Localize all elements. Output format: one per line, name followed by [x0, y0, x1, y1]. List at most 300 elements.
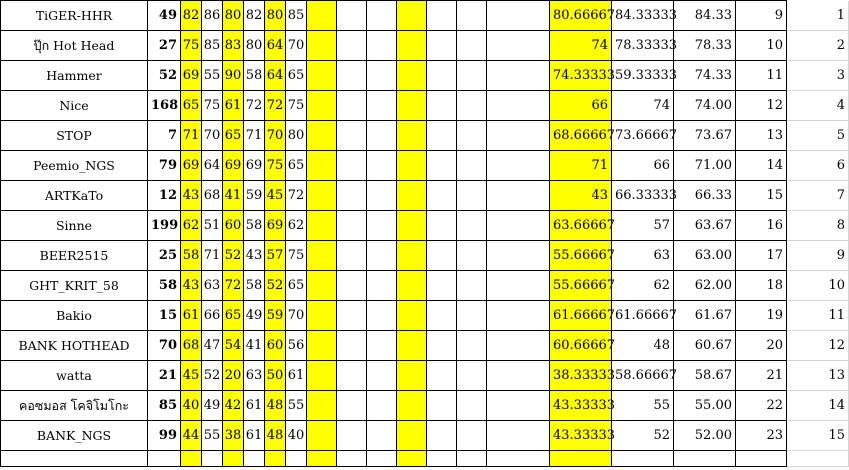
empty-cell[interactable] — [427, 271, 457, 301]
final-score-cell[interactable]: 74.00 — [674, 91, 736, 121]
player-name-cell[interactable]: watta — [1, 361, 148, 391]
score-3-cell[interactable]: 83 — [223, 31, 244, 61]
average-a-cell[interactable]: 74 — [550, 31, 612, 61]
empty-cell[interactable] — [397, 451, 427, 467]
score-5-cell[interactable]: 64 — [265, 31, 286, 61]
empty-cell[interactable] — [337, 151, 367, 181]
empty-cell[interactable] — [787, 451, 849, 467]
score-2-cell[interactable]: 71 — [202, 241, 223, 271]
average-a-cell[interactable]: 55.66667 — [550, 241, 612, 271]
score-5-cell[interactable]: 70 — [265, 121, 286, 151]
empty-cell[interactable] — [367, 91, 397, 121]
empty-cell[interactable] — [367, 331, 397, 361]
row-number-cell[interactable]: 5 — [787, 121, 849, 151]
empty-cell[interactable] — [397, 151, 427, 181]
empty-cell[interactable] — [337, 301, 367, 331]
score-5-cell[interactable]: 64 — [265, 61, 286, 91]
empty-cell[interactable] — [457, 301, 487, 331]
empty-cell[interactable] — [367, 181, 397, 211]
empty-cell[interactable] — [397, 241, 427, 271]
score-2-cell[interactable]: 52 — [202, 361, 223, 391]
empty-cell[interactable] — [457, 421, 487, 451]
rank-cell[interactable]: 22 — [736, 391, 787, 421]
final-score-cell[interactable]: 66.33 — [674, 181, 736, 211]
score-3-cell[interactable]: 41 — [223, 181, 244, 211]
empty-cell[interactable] — [337, 331, 367, 361]
empty-cell[interactable] — [397, 31, 427, 61]
final-score-cell[interactable]: 73.67 — [674, 121, 736, 151]
seat-number-cell[interactable]: 168 — [148, 91, 181, 121]
player-name-cell[interactable]: Bakio — [1, 301, 148, 331]
average-a-cell[interactable]: 63.66667 — [550, 211, 612, 241]
score-2-cell[interactable]: 86 — [202, 1, 223, 31]
empty-cell[interactable] — [367, 241, 397, 271]
row-number-cell[interactable]: 10 — [787, 271, 849, 301]
average-b-cell[interactable]: 55 — [612, 391, 674, 421]
empty-cell[interactable] — [487, 91, 550, 121]
empty-cell[interactable] — [337, 1, 367, 31]
row-number-cell[interactable]: 9 — [787, 241, 849, 271]
empty-cell[interactable] — [427, 91, 457, 121]
rank-cell[interactable]: 19 — [736, 301, 787, 331]
rank-cell[interactable]: 21 — [736, 361, 787, 391]
empty-cell[interactable] — [487, 451, 550, 467]
score-5-cell[interactable]: 48 — [265, 421, 286, 451]
empty-cell[interactable] — [457, 1, 487, 31]
player-name-cell[interactable]: Hammer — [1, 61, 148, 91]
score-4-cell[interactable]: 71 — [244, 121, 265, 151]
empty-cell[interactable] — [148, 451, 181, 467]
empty-cell[interactable] — [307, 91, 337, 121]
score-6-cell[interactable]: 70 — [286, 301, 307, 331]
score-3-cell[interactable]: 52 — [223, 241, 244, 271]
empty-cell[interactable] — [307, 211, 337, 241]
seat-number-cell[interactable]: 25 — [148, 241, 181, 271]
average-b-cell[interactable]: 66 — [612, 151, 674, 181]
empty-cell[interactable] — [427, 301, 457, 331]
final-score-cell[interactable]: 60.67 — [674, 331, 736, 361]
score-4-cell[interactable]: 49 — [244, 301, 265, 331]
score-4-cell[interactable]: 72 — [244, 91, 265, 121]
score-3-cell[interactable]: 54 — [223, 331, 244, 361]
score-6-cell[interactable]: 80 — [286, 121, 307, 151]
score-5-cell[interactable]: 75 — [265, 151, 286, 181]
empty-cell[interactable] — [337, 361, 367, 391]
player-name-cell[interactable]: ARTKaTo — [1, 181, 148, 211]
score-2-cell[interactable]: 66 — [202, 301, 223, 331]
score-2-cell[interactable]: 85 — [202, 31, 223, 61]
empty-cell[interactable] — [457, 31, 487, 61]
seat-number-cell[interactable]: 49 — [148, 1, 181, 31]
empty-cell[interactable] — [427, 211, 457, 241]
score-3-cell[interactable]: 65 — [223, 121, 244, 151]
empty-cell[interactable] — [307, 151, 337, 181]
final-score-cell[interactable]: 74.33 — [674, 61, 736, 91]
average-b-cell[interactable]: 66.33333 — [612, 181, 674, 211]
empty-cell[interactable] — [397, 91, 427, 121]
empty-cell[interactable] — [427, 61, 457, 91]
score-5-cell[interactable]: 57 — [265, 241, 286, 271]
empty-cell[interactable] — [427, 451, 457, 467]
empty-cell[interactable] — [202, 451, 223, 467]
empty-cell[interactable] — [397, 391, 427, 421]
empty-cell[interactable] — [427, 241, 457, 271]
empty-cell[interactable] — [487, 211, 550, 241]
rank-cell[interactable]: 20 — [736, 331, 787, 361]
player-name-cell[interactable]: ปุ๊ก Hot Head — [1, 31, 148, 61]
average-b-cell[interactable]: 52 — [612, 421, 674, 451]
score-4-cell[interactable]: 82 — [244, 1, 265, 31]
empty-cell[interactable] — [457, 271, 487, 301]
score-3-cell[interactable]: 72 — [223, 271, 244, 301]
empty-cell[interactable] — [457, 91, 487, 121]
average-b-cell[interactable]: 74 — [612, 91, 674, 121]
rank-cell[interactable]: 13 — [736, 121, 787, 151]
player-name-cell[interactable]: STOP — [1, 121, 148, 151]
empty-cell[interactable] — [367, 301, 397, 331]
player-name-cell[interactable]: BEER2515 — [1, 241, 148, 271]
final-score-cell[interactable]: 61.67 — [674, 301, 736, 331]
empty-cell[interactable] — [307, 451, 337, 467]
score-2-cell[interactable]: 55 — [202, 61, 223, 91]
score-2-cell[interactable]: 64 — [202, 151, 223, 181]
empty-cell[interactable] — [487, 241, 550, 271]
row-number-cell[interactable]: 15 — [787, 421, 849, 451]
empty-cell[interactable] — [427, 1, 457, 31]
score-1-cell[interactable]: 71 — [181, 121, 202, 151]
empty-cell[interactable] — [487, 151, 550, 181]
average-a-cell[interactable]: 74.33333 — [550, 61, 612, 91]
score-2-cell[interactable]: 51 — [202, 211, 223, 241]
average-a-cell[interactable]: 66 — [550, 91, 612, 121]
empty-cell[interactable] — [337, 451, 367, 467]
empty-cell[interactable] — [397, 211, 427, 241]
row-number-cell[interactable]: 8 — [787, 211, 849, 241]
empty-cell[interactable] — [367, 391, 397, 421]
empty-cell[interactable] — [487, 301, 550, 331]
score-1-cell[interactable]: 62 — [181, 211, 202, 241]
rank-cell[interactable]: 9 — [736, 1, 787, 31]
empty-cell[interactable] — [367, 31, 397, 61]
empty-cell[interactable] — [397, 1, 427, 31]
score-4-cell[interactable]: 61 — [244, 391, 265, 421]
empty-cell[interactable] — [487, 361, 550, 391]
final-score-cell[interactable]: 58.67 — [674, 361, 736, 391]
rank-cell[interactable]: 15 — [736, 181, 787, 211]
final-score-cell[interactable]: 71.00 — [674, 151, 736, 181]
rank-cell[interactable]: 16 — [736, 211, 787, 241]
score-1-cell[interactable]: 43 — [181, 181, 202, 211]
rank-cell[interactable]: 10 — [736, 31, 787, 61]
average-a-cell[interactable]: 68.66667 — [550, 121, 612, 151]
average-a-cell[interactable]: 80.66667 — [550, 1, 612, 31]
rank-cell[interactable]: 14 — [736, 151, 787, 181]
score-1-cell[interactable]: 65 — [181, 91, 202, 121]
player-name-cell[interactable]: BANK HOTHEAD — [1, 331, 148, 361]
average-a-cell[interactable]: 43 — [550, 181, 612, 211]
average-b-cell[interactable]: 59.33333 — [612, 61, 674, 91]
empty-cell[interactable] — [337, 391, 367, 421]
empty-cell[interactable] — [457, 211, 487, 241]
average-a-cell[interactable]: 60.66667 — [550, 331, 612, 361]
empty-cell[interactable] — [457, 331, 487, 361]
empty-cell[interactable] — [337, 91, 367, 121]
average-a-cell[interactable]: 43.33333 — [550, 421, 612, 451]
score-1-cell[interactable]: 40 — [181, 391, 202, 421]
empty-cell[interactable] — [397, 361, 427, 391]
score-3-cell[interactable]: 20 — [223, 361, 244, 391]
seat-number-cell[interactable]: 85 — [148, 391, 181, 421]
empty-cell[interactable] — [367, 361, 397, 391]
average-b-cell[interactable]: 62 — [612, 271, 674, 301]
empty-cell[interactable] — [487, 271, 550, 301]
seat-number-cell[interactable]: 58 — [148, 271, 181, 301]
empty-cell[interactable] — [307, 181, 337, 211]
score-4-cell[interactable]: 58 — [244, 61, 265, 91]
empty-cell[interactable] — [457, 391, 487, 421]
player-name-cell[interactable]: BANK_NGS — [1, 421, 148, 451]
empty-cell[interactable] — [337, 241, 367, 271]
score-1-cell[interactable]: 58 — [181, 241, 202, 271]
row-number-cell[interactable]: 12 — [787, 331, 849, 361]
final-score-cell[interactable]: 62.00 — [674, 271, 736, 301]
empty-cell[interactable] — [223, 451, 244, 467]
empty-cell[interactable] — [427, 421, 457, 451]
empty-cell[interactable] — [337, 211, 367, 241]
score-4-cell[interactable]: 58 — [244, 211, 265, 241]
score-1-cell[interactable]: 68 — [181, 331, 202, 361]
score-5-cell[interactable]: 72 — [265, 91, 286, 121]
row-number-cell[interactable]: 13 — [787, 361, 849, 391]
empty-cell[interactable] — [487, 121, 550, 151]
score-6-cell[interactable]: 75 — [286, 241, 307, 271]
score-2-cell[interactable]: 49 — [202, 391, 223, 421]
score-1-cell[interactable]: 69 — [181, 61, 202, 91]
score-4-cell[interactable]: 63 — [244, 361, 265, 391]
rank-cell[interactable]: 12 — [736, 91, 787, 121]
average-b-cell[interactable]: 58.66667 — [612, 361, 674, 391]
empty-cell[interactable] — [487, 31, 550, 61]
empty-cell[interactable] — [367, 1, 397, 31]
final-score-cell[interactable]: 52.00 — [674, 421, 736, 451]
average-a-cell[interactable]: 43.33333 — [550, 391, 612, 421]
player-name-cell[interactable]: Peemio_NGS — [1, 151, 148, 181]
empty-cell[interactable] — [307, 31, 337, 61]
score-6-cell[interactable]: 62 — [286, 211, 307, 241]
empty-cell[interactable] — [457, 451, 487, 467]
empty-cell[interactable] — [307, 271, 337, 301]
score-5-cell[interactable]: 60 — [265, 331, 286, 361]
empty-cell[interactable] — [457, 241, 487, 271]
score-6-cell[interactable]: 70 — [286, 31, 307, 61]
final-score-cell[interactable]: 63.00 — [674, 241, 736, 271]
average-b-cell[interactable]: 61.66667 — [612, 301, 674, 331]
seat-number-cell[interactable]: 15 — [148, 301, 181, 331]
score-2-cell[interactable]: 70 — [202, 121, 223, 151]
empty-cell[interactable] — [427, 31, 457, 61]
empty-cell[interactable] — [367, 151, 397, 181]
score-5-cell[interactable]: 48 — [265, 391, 286, 421]
empty-cell[interactable] — [427, 121, 457, 151]
final-score-cell[interactable]: 63.67 — [674, 211, 736, 241]
rank-cell[interactable]: 17 — [736, 241, 787, 271]
score-4-cell[interactable]: 58 — [244, 271, 265, 301]
empty-cell[interactable] — [457, 181, 487, 211]
row-number-cell[interactable]: 6 — [787, 151, 849, 181]
empty-cell[interactable] — [550, 451, 612, 467]
score-5-cell[interactable]: 50 — [265, 361, 286, 391]
empty-cell[interactable] — [367, 451, 397, 467]
score-3-cell[interactable]: 60 — [223, 211, 244, 241]
empty-cell[interactable] — [307, 61, 337, 91]
average-b-cell[interactable]: 63 — [612, 241, 674, 271]
score-1-cell[interactable]: 69 — [181, 151, 202, 181]
row-number-cell[interactable]: 7 — [787, 181, 849, 211]
average-b-cell[interactable]: 48 — [612, 331, 674, 361]
score-1-cell[interactable]: 75 — [181, 31, 202, 61]
average-a-cell[interactable]: 71 — [550, 151, 612, 181]
row-number-cell[interactable]: 2 — [787, 31, 849, 61]
score-1-cell[interactable]: 45 — [181, 361, 202, 391]
seat-number-cell[interactable]: 199 — [148, 211, 181, 241]
player-name-cell[interactable]: Sinne — [1, 211, 148, 241]
score-4-cell[interactable]: 69 — [244, 151, 265, 181]
score-5-cell[interactable]: 59 — [265, 301, 286, 331]
empty-cell[interactable] — [307, 301, 337, 331]
rank-cell[interactable]: 23 — [736, 421, 787, 451]
empty-cell[interactable] — [367, 121, 397, 151]
average-b-cell[interactable]: 78.33333 — [612, 31, 674, 61]
row-number-cell[interactable]: 1 — [787, 1, 849, 31]
score-4-cell[interactable]: 41 — [244, 331, 265, 361]
final-score-cell[interactable]: 84.33 — [674, 1, 736, 31]
empty-cell[interactable] — [286, 451, 307, 467]
score-1-cell[interactable]: 61 — [181, 301, 202, 331]
score-6-cell[interactable]: 61 — [286, 361, 307, 391]
score-6-cell[interactable]: 75 — [286, 91, 307, 121]
empty-cell[interactable] — [427, 391, 457, 421]
empty-cell[interactable] — [1, 451, 148, 467]
score-3-cell[interactable]: 90 — [223, 61, 244, 91]
empty-cell[interactable] — [397, 61, 427, 91]
score-6-cell[interactable]: 56 — [286, 331, 307, 361]
seat-number-cell[interactable]: 99 — [148, 421, 181, 451]
row-number-cell[interactable]: 11 — [787, 301, 849, 331]
empty-cell[interactable] — [337, 181, 367, 211]
empty-cell[interactable] — [367, 61, 397, 91]
empty-cell[interactable] — [457, 361, 487, 391]
score-3-cell[interactable]: 80 — [223, 1, 244, 31]
score-5-cell[interactable]: 80 — [265, 1, 286, 31]
final-score-cell[interactable]: 78.33 — [674, 31, 736, 61]
average-a-cell[interactable]: 61.66667 — [550, 301, 612, 331]
empty-cell[interactable] — [367, 421, 397, 451]
average-b-cell[interactable]: 73.66667 — [612, 121, 674, 151]
empty-cell[interactable] — [427, 151, 457, 181]
row-number-cell[interactable]: 4 — [787, 91, 849, 121]
empty-cell[interactable] — [337, 61, 367, 91]
empty-cell[interactable] — [612, 451, 674, 467]
seat-number-cell[interactable]: 79 — [148, 151, 181, 181]
empty-cell[interactable] — [307, 361, 337, 391]
score-2-cell[interactable]: 47 — [202, 331, 223, 361]
empty-cell[interactable] — [337, 121, 367, 151]
score-6-cell[interactable]: 55 — [286, 391, 307, 421]
row-number-cell[interactable]: 14 — [787, 391, 849, 421]
empty-cell[interactable] — [736, 451, 787, 467]
score-3-cell[interactable]: 61 — [223, 91, 244, 121]
empty-cell[interactable] — [265, 451, 286, 467]
player-name-cell[interactable]: Nice — [1, 91, 148, 121]
score-1-cell[interactable]: 44 — [181, 421, 202, 451]
player-name-cell[interactable]: TiGER-HHR — [1, 1, 148, 31]
empty-cell[interactable] — [397, 301, 427, 331]
player-name-cell[interactable]: GHT_KRIT_58 — [1, 271, 148, 301]
empty-cell[interactable] — [337, 31, 367, 61]
score-1-cell[interactable]: 43 — [181, 271, 202, 301]
empty-cell[interactable] — [457, 151, 487, 181]
empty-cell[interactable] — [674, 451, 736, 467]
seat-number-cell[interactable]: 12 — [148, 181, 181, 211]
empty-cell[interactable] — [397, 181, 427, 211]
seat-number-cell[interactable]: 7 — [148, 121, 181, 151]
seat-number-cell[interactable]: 70 — [148, 331, 181, 361]
empty-cell[interactable] — [397, 331, 427, 361]
empty-cell[interactable] — [244, 451, 265, 467]
rank-cell[interactable]: 11 — [736, 61, 787, 91]
empty-cell[interactable] — [487, 391, 550, 421]
final-score-cell[interactable]: 55.00 — [674, 391, 736, 421]
empty-cell[interactable] — [307, 391, 337, 421]
player-name-cell[interactable]: คอซมอส โคจิโมโกะ — [1, 391, 148, 421]
empty-cell[interactable] — [307, 331, 337, 361]
score-6-cell[interactable]: 72 — [286, 181, 307, 211]
seat-number-cell[interactable]: 21 — [148, 361, 181, 391]
empty-cell[interactable] — [427, 361, 457, 391]
empty-cell[interactable] — [427, 331, 457, 361]
score-3-cell[interactable]: 69 — [223, 151, 244, 181]
row-number-cell[interactable]: 3 — [787, 61, 849, 91]
empty-cell[interactable] — [307, 121, 337, 151]
empty-cell[interactable] — [457, 121, 487, 151]
average-a-cell[interactable]: 55.66667 — [550, 271, 612, 301]
score-3-cell[interactable]: 65 — [223, 301, 244, 331]
score-4-cell[interactable]: 61 — [244, 421, 265, 451]
score-2-cell[interactable]: 63 — [202, 271, 223, 301]
average-b-cell[interactable]: 57 — [612, 211, 674, 241]
empty-cell[interactable] — [337, 271, 367, 301]
empty-cell[interactable] — [487, 61, 550, 91]
empty-cell[interactable] — [337, 421, 367, 451]
empty-cell[interactable] — [487, 1, 550, 31]
score-5-cell[interactable]: 69 — [265, 211, 286, 241]
score-2-cell[interactable]: 68 — [202, 181, 223, 211]
empty-cell[interactable] — [397, 121, 427, 151]
empty-cell[interactable] — [367, 211, 397, 241]
empty-cell[interactable] — [181, 451, 202, 467]
empty-cell[interactable] — [307, 1, 337, 31]
score-6-cell[interactable]: 85 — [286, 1, 307, 31]
empty-cell[interactable] — [457, 61, 487, 91]
rank-cell[interactable]: 18 — [736, 271, 787, 301]
empty-cell[interactable] — [487, 421, 550, 451]
score-4-cell[interactable]: 59 — [244, 181, 265, 211]
score-6-cell[interactable]: 40 — [286, 421, 307, 451]
empty-cell[interactable] — [397, 421, 427, 451]
score-4-cell[interactable]: 43 — [244, 241, 265, 271]
score-1-cell[interactable]: 82 — [181, 1, 202, 31]
score-3-cell[interactable]: 42 — [223, 391, 244, 421]
